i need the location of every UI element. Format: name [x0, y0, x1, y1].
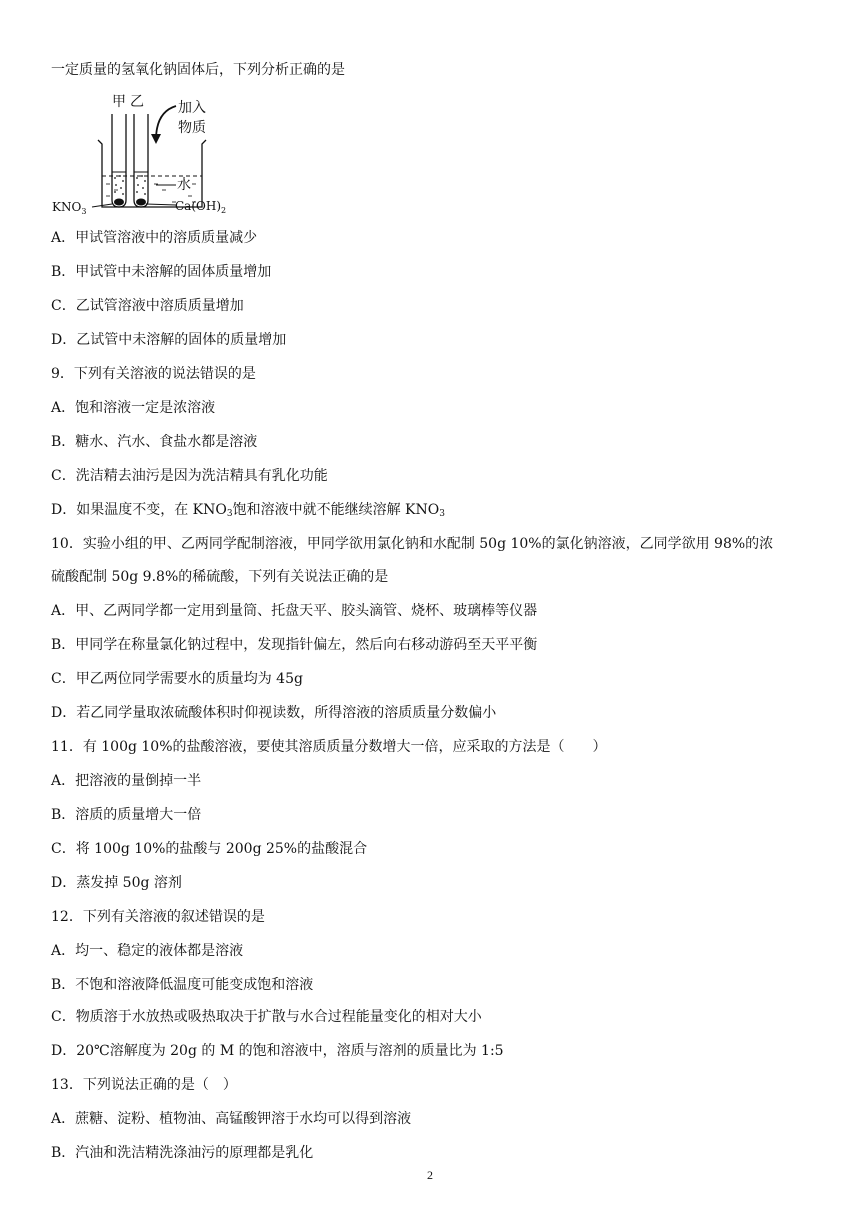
beaker-outline [98, 140, 206, 207]
kno3-label: $KNO_3$ [52, 200, 87, 214]
q8-option-c: C．乙试管溶液中溶质质量增加 [51, 298, 244, 314]
add-substance-label-2: 物质 [178, 120, 206, 136]
tube-yi-label: 乙 [130, 94, 144, 110]
q12-option-a: A．均一、稳定的液体都是溶液 [51, 943, 244, 959]
q10-option-d: D．若乙同学量取浓硫酸体积时仰视读数，所得溶液的溶质质量分数偏小 [51, 705, 497, 721]
beaker-test-tubes-diagram [52, 92, 252, 214]
q11-option-a: A．把溶液的量倒掉一半 [51, 773, 202, 789]
q8-option-a: A．甲试管溶液中的溶质质量减少 [51, 230, 258, 246]
q12-option-c: C．物质溶于水放热或吸热取决于扩散与水合过程能量变化的相对大小 [51, 1009, 482, 1025]
q10-option-b: B．甲同学在称量氯化钠过程中，发现指针偏左，然后向右移动游码至天平平衡 [51, 637, 538, 653]
experiment-figure [52, 92, 252, 214]
q8-option-b: B．甲试管中未溶解的固体质量增加 [51, 264, 272, 280]
tube-yi-solid [136, 199, 146, 206]
q9-option-a: A．饱和溶液一定是浓溶液 [51, 400, 216, 416]
tube-yi-dots [136, 175, 146, 195]
caoh2-pointer-line [146, 204, 176, 205]
q10-option-a: A．甲、乙两同学都一定用到量筒、托盘天平、胶头滴管、烧杯、玻璃棒等仪器 [51, 603, 538, 619]
q11-option-b: B．溶质的质量增大一倍 [51, 807, 202, 823]
q9-option-d: D．如果温度不变，在 $KNO_3$饱和溶液中就不能继续溶解 $KNO_3$ [51, 502, 445, 519]
arrow-head-icon [151, 134, 161, 144]
q9-option-c: C．洗洁精去油污是因为洗洁精具有乳化功能 [51, 468, 328, 484]
q13-stem: 13．下列说法正确的是（ ） [51, 1077, 237, 1093]
q11-stem: 11．有 100g 10%的盐酸溶液，要使其溶质质量分数增大一倍，应采取的方法是（ ） [51, 739, 607, 755]
page-number: 2 [427, 1168, 433, 1182]
q10-option-c: C．甲乙两位同学需要水的质量均为 45g [51, 671, 303, 687]
q12-option-d: D．20℃溶解度为 20g 的 M 的饱和溶液中，溶质与溶剂的质量比为 1:5 [51, 1043, 504, 1059]
q12-option-b: B．不饱和溶液降低温度可能变成饱和溶液 [51, 977, 314, 993]
water-label: 水 [177, 177, 191, 193]
tube-jia-dots [114, 175, 124, 195]
add-substance-label-1: 加入 [178, 100, 206, 116]
caoh2-label: $Ca(OH)_2$ [175, 199, 227, 214]
tube-jia-solid [114, 199, 124, 206]
tube-jia-label: 甲 [112, 94, 126, 110]
q12-stem: 12．下列有关溶液的叙述错误的是 [51, 909, 265, 925]
q11-option-d: D．蒸发掉 50g 溶剂 [51, 875, 182, 891]
q13-option-a: A．蔗糖、淀粉、植物油、高锰酸钾溶于水均可以得到溶液 [51, 1111, 412, 1127]
test-tube-yi [134, 114, 148, 207]
q13-option-b: B．汽油和洗洁精洗涤油污的原理都是乳化 [51, 1145, 314, 1161]
q8-option-d: D．乙试管中未溶解的固体的质量增加 [51, 332, 287, 348]
q9-stem: 9．下列有关溶液的说法错误的是 [51, 366, 256, 382]
q10-stem-line-1: 10．实验小组的甲、乙两同学配制溶液，甲同学欲用氯化钠和水配制 50g 10%的氯化钠溶液，乙同学欲用 98%的浓 [51, 536, 774, 552]
q11-option-c: C．将 100g 10%的盐酸与 200g 25%的盐酸混合 [51, 841, 368, 857]
test-tube-jia [112, 114, 126, 207]
q9-option-b: B．糖水、汽水、食盐水都是溶液 [51, 434, 258, 450]
question-stem-continuation: 一定质量的氢氧化钠固体后，下列分析正确的是 [51, 62, 345, 78]
q10-stem-line-2: 硫酸配制 50g 9.8%的稀硫酸，下列有关说法正确的是 [51, 569, 389, 585]
